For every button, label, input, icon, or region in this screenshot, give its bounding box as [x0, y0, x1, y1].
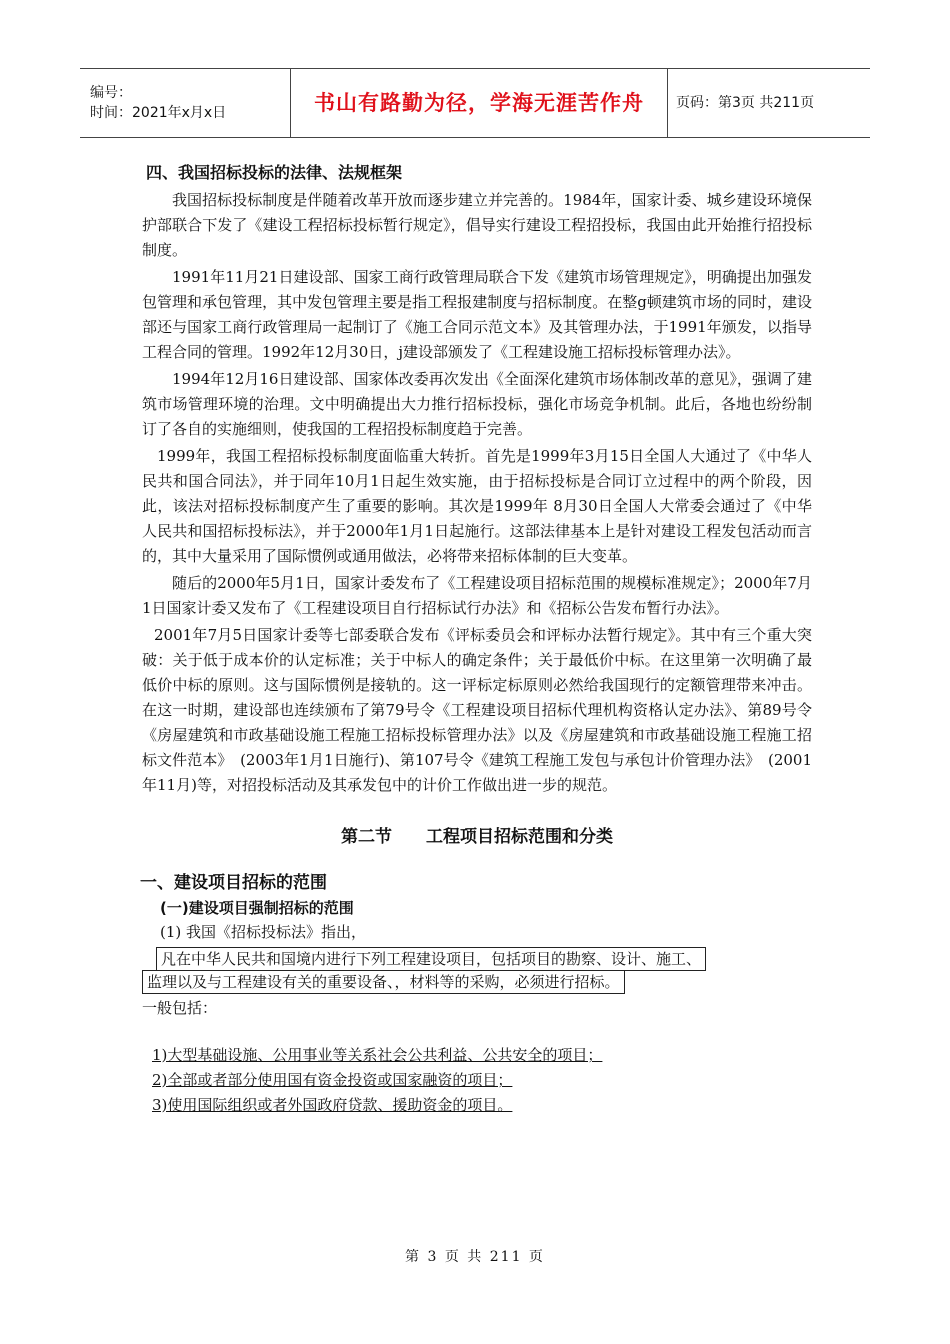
subsection-heading: 一、建设项目招标的范围: [140, 873, 327, 893]
paragraph: 2001年7月5日国家计委等七部委联合发布《评标委员会和评标办法暂行规定》。其中有三个重大突破：关于低于成本价的认定标准；关于中标人的确定条件；关于最低价中标。在这里第一次明确了最低价中标的原则。这与国际惯例是接轨的。这一评标定标原则必然给我国现行的定额管理带来冲击。在这一时期，建设部也连续颁布了第79号令《工程建设项目招标代理机构资格认定办法》、第89号令《房屋建筑和市政基础设施工程施工招标投标管理办法》以及《房屋建筑和市政基础设施工程施工招标文件范本》 (2003年1月1日施行)、第107号令《建筑工程施工发包与承包计价管理办法》 (2001年11月)等，对招投标活动及其承发包中的计价工作做出进一步的规范。: [142, 626, 812, 794]
general-label: 一般包括：: [142, 999, 218, 1017]
section-heading-legal-framework: 四、我国招标投标的法律、法规框架: [146, 163, 403, 182]
paragraph: 随后的2000年5月1日，国家计委发布了《工程建设项目招标范围的规模标准规定》；2000年7月1日国家计委又发布了《工程建设项目自行招标试行办法》和《招标公告发布暂行办法》。: [142, 574, 812, 617]
boxed-line: 监理以及与工程建设有关的重要设备、，材料等的采购，必须进行招标。: [142, 970, 625, 994]
list-item: 2)全部或者部分使用国有资金投资或国家融资的项目；: [152, 1071, 513, 1089]
paragraph: 1991年11月21日建设部、国家工商行政管理局联合下发《建筑市场管理规定》，明确提出加强发包管理和承包管理，其中发包管理主要是指工程报建制度与招标制度。在整g顿建筑市场的同时，建设部还与国家工商行政管理局一起制订了《施工合同示范文本》及其管理办法，于1991年颁发，以指导工程合同的管理。1992年12月30日，j建设部颁发了《工程建设施工招标投标管理办法》。: [142, 268, 812, 361]
header-motto: 书山有路勤为径，学海无涯苦作舟: [291, 69, 668, 137]
list-item: 3)使用国际组织或者外国政府贷款、援助资金的项目。: [152, 1096, 513, 1114]
subsection-heading-2: (一)建设项目强制招标的范围: [160, 899, 354, 917]
boxed-quote: [142, 947, 812, 994]
paragraph: 我国招标投标制度是伴随着改革开放而逐步建立并完善的。1984年，国家计委、城乡建设环境保护部联合下发了《建设工程招标投标暂行规定》，倡导实行建设工程招投标，我国由此开始推行招投标制度。: [142, 191, 812, 259]
list-item: 1)大型基础设施、公用事业等关系社会公共利益、公共安全的项目；: [152, 1046, 603, 1064]
header-page-label: 页码：第3页 共211页: [676, 95, 815, 111]
paragraph: 1994年12月16日建设部、国家体改委再次发出《全面深化建筑市场体制改革的意见》，强调了建筑市场管理环境的治理。文中明确提出大力推行招标投标，强化市场竞争机制。此后，各地也纷纷制订了各自的实施细则，使我国的工程招投标制度趋于完善。: [142, 370, 812, 438]
document-number-label: 编号：: [90, 85, 132, 101]
section-title: 第二节 工程项目招标范围和分类: [341, 827, 613, 847]
page-footer: 第 3 页 共 211 页: [405, 1249, 545, 1265]
boxed-line: 凡在中华人民共和国境内进行下列工程建设项目，包括项目的勘察、设计、施工、: [156, 947, 706, 971]
paragraph: 1999年，我国工程招标投标制度面临重大转折。首先是1999年3月15日全国人大通过了《中华人民共和国合同法》，并于同年10月1日起生效实施，由于招标投标是合同订立过程中的两个阶段，因此，该法对招标投标制度产生了重要的影响。其次是1999年 8月30日全国人大常委会通过了《中华人民共和国招标投标法》，并于2000年1月1日起施行。这部法律基本上是针对建设工程发包活动而言的，其中大量采用了国际惯例或通用做法，必将带来招标体制的巨大变革。: [142, 447, 812, 565]
document-date-label: 时间：2021年x月x日: [90, 105, 227, 121]
document-body: [142, 160, 812, 1118]
page-header: [80, 68, 870, 138]
law-intro: (1) 我国《招标投标法》指出，: [160, 923, 367, 941]
header-meta: [80, 69, 291, 137]
